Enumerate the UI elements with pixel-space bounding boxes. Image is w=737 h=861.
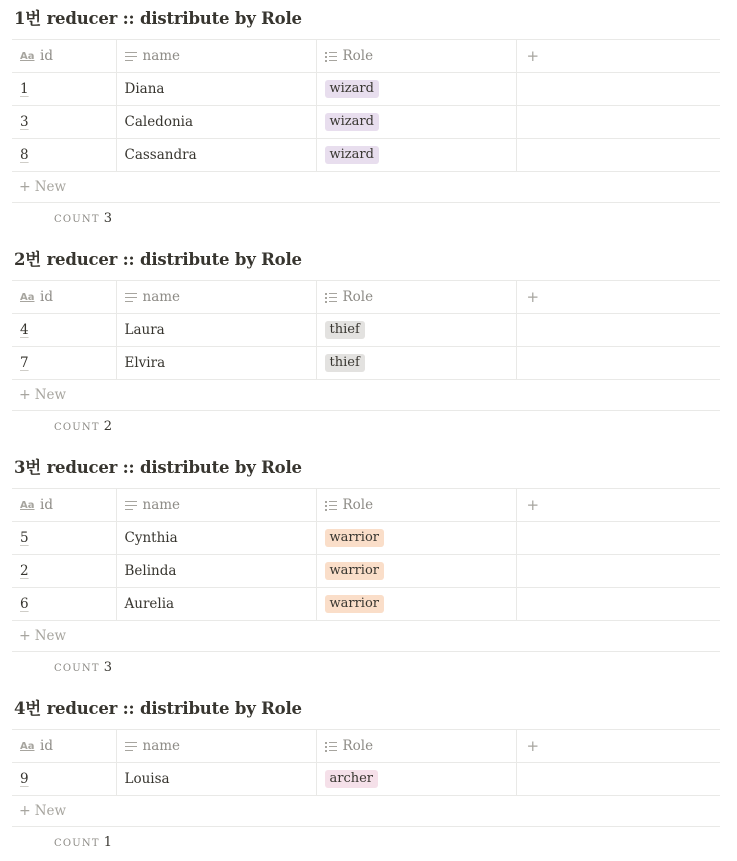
cell-id[interactable] (12, 555, 116, 588)
cell-role[interactable] (316, 139, 516, 172)
cell-empty[interactable] (516, 347, 720, 380)
header-row (12, 489, 720, 522)
table-row[interactable] (12, 763, 720, 796)
table-row[interactable] (12, 139, 720, 172)
row-name: Cassandra (124, 147, 197, 163)
plus-icon: + (19, 387, 31, 403)
column-label: name (142, 289, 181, 305)
plus-icon: + (526, 288, 540, 306)
role-tag: thief (325, 354, 365, 372)
cell-empty[interactable] (516, 588, 720, 621)
text-property-icon (125, 501, 137, 511)
column-label: Role (342, 738, 374, 754)
plus-icon: + (526, 47, 540, 65)
count-summary[interactable] (54, 419, 112, 434)
row-name: Belinda (124, 563, 177, 579)
role-tag: archer (325, 770, 379, 788)
column-header-id[interactable] (12, 730, 116, 763)
add-property-button[interactable] (516, 730, 720, 763)
add-property-button[interactable] (516, 281, 720, 314)
table-row[interactable] (12, 314, 720, 347)
new-label: New (34, 387, 67, 403)
header-row (12, 730, 720, 763)
plus-icon: + (19, 628, 31, 644)
column-label: Role (342, 497, 374, 513)
row-id[interactable]: 7 (20, 355, 29, 371)
new-row-button[interactable] (12, 172, 720, 203)
database-title[interactable]: 3번 reducer :: distribute by Role (14, 458, 302, 477)
cell-empty[interactable] (516, 555, 720, 588)
cell-name[interactable] (116, 763, 316, 796)
cell-id[interactable] (12, 106, 116, 139)
database-table (12, 280, 720, 380)
database-table (12, 488, 720, 621)
role-tag: warrior (325, 595, 385, 613)
count-label: COUNT (54, 214, 100, 225)
row-name: Caledonia (124, 114, 194, 130)
cell-role[interactable] (316, 73, 516, 106)
row-id[interactable]: 5 (20, 530, 29, 546)
cell-role[interactable] (316, 347, 516, 380)
role-tag: wizard (325, 146, 379, 164)
database-title[interactable]: 4번 reducer :: distribute by Role (14, 699, 302, 718)
count-label: COUNT (54, 422, 100, 433)
role-tag: warrior (325, 562, 385, 580)
row-id[interactable]: 4 (20, 322, 29, 338)
new-label: New (34, 628, 67, 644)
cell-id[interactable] (12, 314, 116, 347)
cell-empty[interactable] (516, 73, 720, 106)
cell-name[interactable] (116, 314, 316, 347)
database-title[interactable]: 1번 reducer :: distribute by Role (14, 9, 302, 28)
cell-role[interactable] (316, 588, 516, 621)
cell-name[interactable] (116, 73, 316, 106)
column-header-name[interactable] (116, 730, 316, 763)
column-header-role[interactable] (316, 489, 516, 522)
column-header-role[interactable] (316, 40, 516, 73)
cell-role[interactable] (316, 106, 516, 139)
header-row (12, 281, 720, 314)
cell-id[interactable] (12, 763, 116, 796)
plus-icon: + (526, 737, 540, 755)
multi-select-property-icon (325, 293, 337, 303)
cell-id[interactable] (12, 73, 116, 106)
cell-name[interactable] (116, 347, 316, 380)
cell-role[interactable] (316, 314, 516, 347)
role-tag: wizard (325, 80, 379, 98)
cell-name[interactable] (116, 522, 316, 555)
row-name: Diana (124, 81, 165, 97)
cell-id[interactable] (12, 522, 116, 555)
count-value: 1 (103, 835, 112, 850)
column-label: id (40, 738, 53, 754)
header-row (12, 40, 720, 73)
table-row[interactable] (12, 522, 720, 555)
table-row[interactable] (12, 588, 720, 621)
title-property-icon: Aa (20, 741, 35, 752)
table-row[interactable] (12, 347, 720, 380)
plus-icon: + (526, 496, 540, 514)
row-id[interactable]: 2 (20, 563, 29, 579)
cell-role[interactable] (316, 763, 516, 796)
column-header-name[interactable] (116, 281, 316, 314)
table-row[interactable] (12, 555, 720, 588)
column-label: id (40, 289, 53, 305)
title-property-icon: Aa (20, 292, 35, 303)
cell-name[interactable] (116, 139, 316, 172)
row-name: Louisa (124, 771, 170, 787)
table-row[interactable] (12, 106, 720, 139)
plus-icon: + (19, 179, 31, 195)
table-row[interactable] (12, 73, 720, 106)
role-tag: warrior (325, 529, 385, 547)
row-name: Elvira (124, 355, 166, 371)
row-name: Aurelia (124, 596, 175, 612)
multi-select-property-icon (325, 52, 337, 62)
count-value: 3 (103, 211, 112, 226)
row-id[interactable]: 1 (20, 81, 29, 97)
multi-select-property-icon (325, 742, 337, 752)
database-table (12, 39, 720, 172)
count-summary[interactable] (54, 211, 112, 226)
column-header-id[interactable] (12, 281, 116, 314)
count-summary[interactable] (54, 660, 112, 675)
role-tag: thief (325, 321, 365, 339)
column-label: Role (342, 48, 374, 64)
cell-empty[interactable] (516, 106, 720, 139)
column-label: name (142, 738, 181, 754)
text-property-icon (125, 742, 137, 752)
cell-name[interactable] (116, 106, 316, 139)
row-name: Cynthia (124, 530, 178, 546)
text-property-icon (125, 52, 137, 62)
column-header-role[interactable] (316, 281, 516, 314)
row-id[interactable]: 8 (20, 147, 29, 163)
count-label: COUNT (54, 838, 100, 849)
row-name: Laura (124, 322, 165, 338)
title-property-icon: Aa (20, 500, 35, 511)
cell-empty[interactable] (516, 763, 720, 796)
add-property-button[interactable] (516, 489, 720, 522)
count-label: COUNT (54, 663, 100, 674)
text-property-icon (125, 293, 137, 303)
row-id[interactable]: 9 (20, 771, 29, 787)
column-header-name[interactable] (116, 489, 316, 522)
cell-role[interactable] (316, 522, 516, 555)
new-row-button[interactable] (12, 621, 720, 652)
column-header-name[interactable] (116, 40, 316, 73)
new-row-button[interactable] (12, 796, 720, 827)
column-label: id (40, 48, 53, 64)
column-header-id[interactable] (12, 489, 116, 522)
cell-name[interactable] (116, 555, 316, 588)
database-title[interactable]: 2번 reducer :: distribute by Role (14, 250, 302, 269)
column-header-id[interactable] (12, 40, 116, 73)
cell-empty[interactable] (516, 522, 720, 555)
cell-role[interactable] (316, 555, 516, 588)
cell-name[interactable] (116, 588, 316, 621)
cell-id[interactable] (12, 588, 116, 621)
new-label: New (34, 803, 67, 819)
column-label: Role (342, 289, 374, 305)
multi-select-property-icon (325, 501, 337, 511)
count-value: 2 (103, 419, 112, 434)
column-header-role[interactable] (316, 730, 516, 763)
title-property-icon: Aa (20, 51, 35, 62)
count-value: 3 (103, 660, 112, 675)
new-row-button[interactable] (12, 380, 720, 411)
plus-icon: + (19, 803, 31, 819)
role-tag: wizard (325, 113, 379, 131)
count-summary[interactable] (54, 835, 112, 850)
column-label: id (40, 497, 53, 513)
cell-id[interactable] (12, 347, 116, 380)
cell-empty[interactable] (516, 314, 720, 347)
cell-empty[interactable] (516, 139, 720, 172)
row-id[interactable]: 3 (20, 114, 29, 130)
database-table (12, 729, 720, 796)
row-id[interactable]: 6 (20, 596, 29, 612)
column-label: name (142, 497, 181, 513)
add-property-button[interactable] (516, 40, 720, 73)
column-label: name (142, 48, 181, 64)
new-label: New (34, 179, 67, 195)
cell-id[interactable] (12, 139, 116, 172)
